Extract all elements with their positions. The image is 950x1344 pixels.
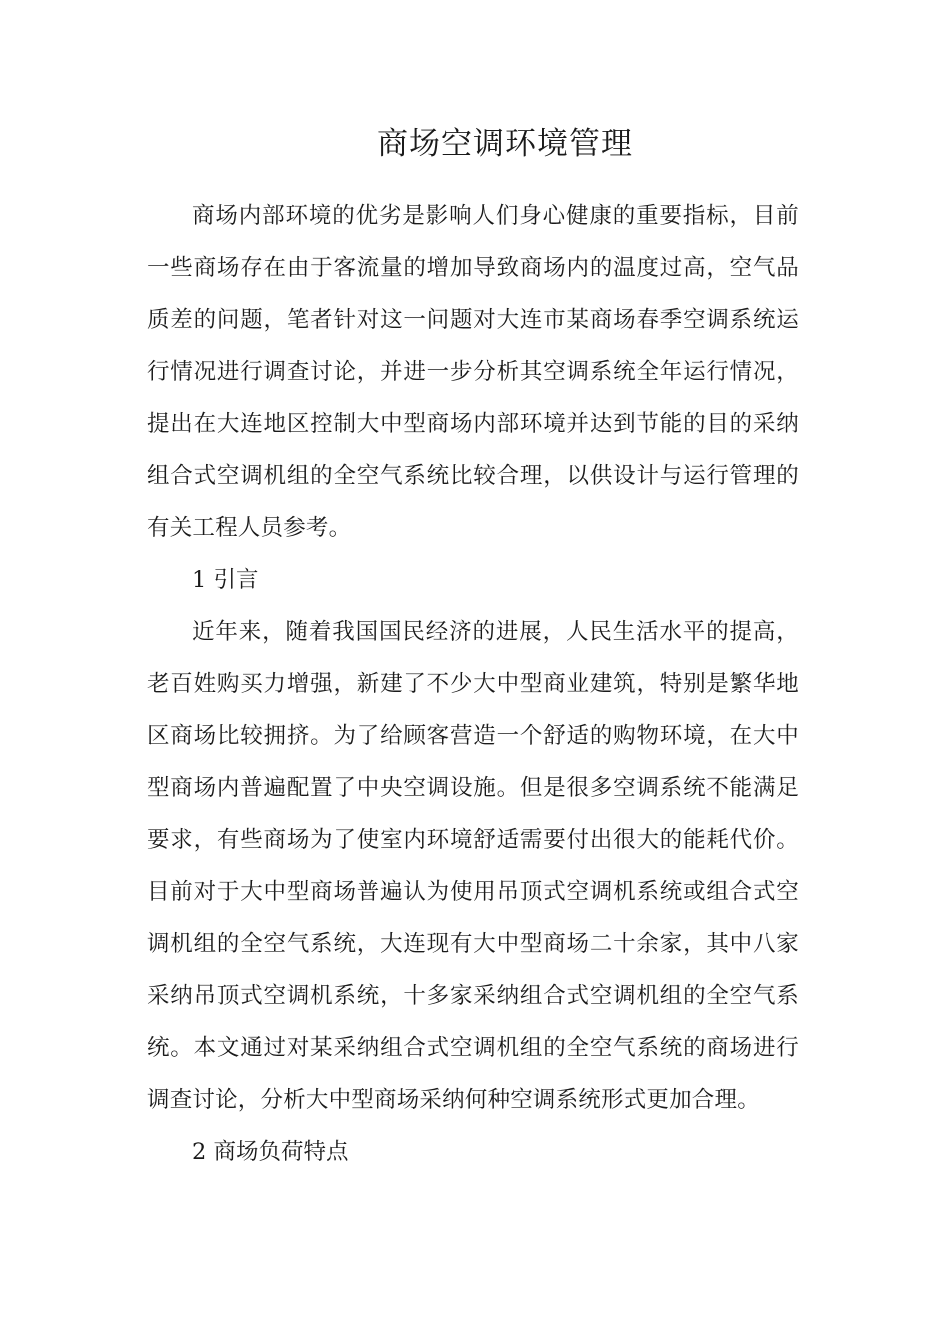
document-title: 商场空调环境管理 — [377, 126, 633, 162]
section-heading-load-characteristics: 2 商场负荷特点 — [192, 1139, 349, 1165]
introduction-paragraph: 近年来，随着我国国民经济的进展，人民生活水平的提高，老百姓购买力增强，新建了不少大中型商业建筑，特别是繁华地区商场比较拥挤。为了给顾客营造一个舒适的购物环境，在大中型商场内普遍配置了中央空调设施。但是很多空调系统不能满足要求，有些商场为了使室内环境舒适需要付出很大的能耗代价。目前对于大中型商场普遍认为使用吊顶式空调机系统或组合式空调机组的全空气系统，大连现有大中型商场二十余家，其中八家采纳吊顶式空调机系统，十多家采纳组合式空调机组的全空气系统。本文通过对某采纳组合式空调机组的全空气系统的商场进行调查讨论，分析大中型商场采纳何种空调系统形式更加合理。 — [147, 619, 799, 1113]
abstract-paragraph: 商场内部环境的优劣是影响人们身心健康的重要指标，目前一些商场存在由于客流量的增加导致商场内的温度过高，空气品质差的问题，笔者针对这一问题对大连市某商场春季空调系统运行情况进行调查讨论，并进一步分析其空调系统全年运行情况，提出在大连地区控制大中型商场内部环境并达到节能的目的采纳组合式空调机组的全空气系统比较合理，以供设计与运行管理的有关工程人员参考。 — [147, 203, 799, 541]
document-body — [147, 190, 799, 1178]
section-heading-introduction: 1 引言 — [192, 567, 259, 593]
